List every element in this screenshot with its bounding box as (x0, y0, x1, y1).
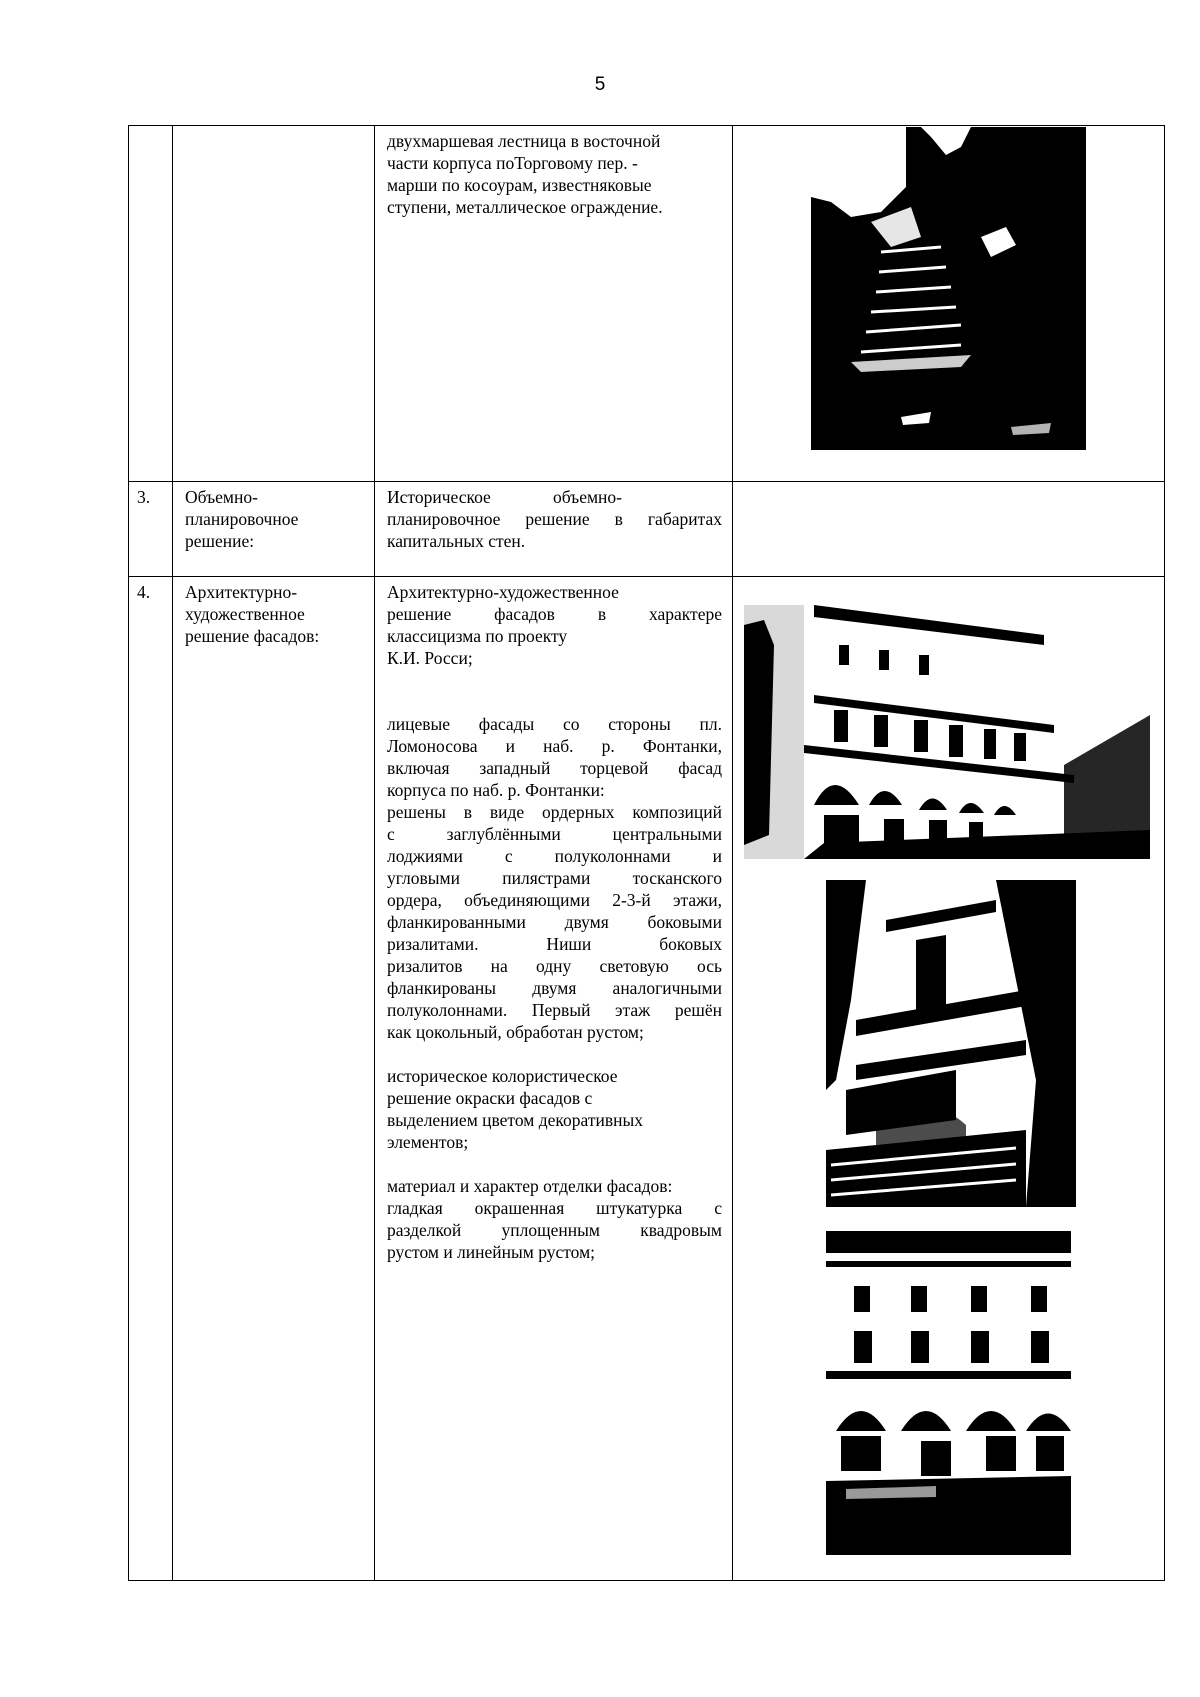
name-line: планировочное (185, 509, 299, 529)
desc-line: ризалитов на одну световую ось (387, 956, 722, 976)
desc-line: как цокольный, обработан рустом; (387, 1022, 644, 1042)
desc-line: Историческое объемно- (387, 487, 622, 507)
desc-line: рустом и линейным рустом; (387, 1242, 596, 1262)
row-description-cell (375, 482, 733, 577)
desc-line: угловыми пилястрами тосканского (387, 868, 722, 888)
facade-photo-1 (744, 605, 1150, 859)
desc-line: разделкой уплощенным квадровым (387, 1220, 722, 1240)
desc-line: ступени, металлическое ограждение. (387, 197, 663, 217)
staircase-photo (811, 127, 1086, 450)
row-number: 4. (137, 582, 151, 602)
desc-line: полуколоннами. Первый этаж решён (387, 1000, 722, 1020)
desc-line: гладкая окрашенная штукатурка с (387, 1198, 722, 1218)
desc-line: корпуса по наб. р. Фонтанки: (387, 780, 605, 800)
row-name-cell (173, 126, 375, 482)
row-name-cell (173, 577, 375, 1581)
desc-line: включая западный торцевой фасад (387, 758, 722, 778)
desc-line: решение окраски фасадов с (387, 1088, 593, 1108)
desc-line: части корпуса поТорговому пер. - (387, 153, 638, 173)
name-line: художественное (185, 604, 305, 624)
desc-line: лицевые фасады со стороны пл. (387, 714, 722, 734)
desc-line: фланкированы двумя аналогичными (387, 978, 722, 998)
desc-line: ризалитами. Ниши боковых (387, 934, 722, 954)
table-row (129, 482, 1165, 577)
name-line: решение: (185, 531, 255, 551)
desc-line: Ломоносова и наб. р. Фонтанки, (387, 736, 722, 756)
page-number: 5 (594, 74, 606, 95)
desc-line: выделением цветом декоративных (387, 1110, 643, 1130)
row-number: 3. (137, 487, 151, 507)
desc-line: историческое колористическое (387, 1066, 618, 1086)
row-description-cell (375, 577, 733, 1581)
desc-line: классицизма по проекту (387, 626, 568, 646)
name-line: решение фасадов: (185, 626, 320, 646)
desc-line: с заглублёнными центральными (387, 824, 722, 844)
facade-photo-3 (826, 1231, 1071, 1555)
row-photo-cell (733, 482, 1165, 577)
desc-line: решение фасадов в характере (387, 604, 722, 624)
desc-line: элементов; (387, 1132, 469, 1152)
name-line: Объемно- (185, 487, 258, 507)
row-number-cell (129, 126, 173, 482)
desc-line: планировочное решение в габаритах (387, 509, 722, 529)
desc-line: марши по косоурам, известняковые (387, 175, 652, 195)
desc-line: Архитектурно-художественное (387, 582, 619, 602)
row-number-cell (129, 482, 173, 577)
row-description-cell (375, 126, 733, 482)
desc-line: фланкированными двумя боковыми (387, 912, 722, 932)
desc-line: ордера, объединяющими 2-3-й этажи, (387, 890, 722, 910)
desc-line: капитальных стен. (387, 531, 526, 551)
desc-line: К.И. Росси; (387, 648, 473, 668)
row-number-cell (129, 577, 173, 1581)
facade-photo-2 (826, 880, 1076, 1207)
desc-line: материал и характер отделки фасадов: (387, 1176, 673, 1196)
desc-line: решены в виде ордерных композиций (387, 802, 722, 822)
desc-line: лоджиями с полуколоннами и (387, 846, 722, 866)
name-line: Архитектурно- (185, 582, 298, 602)
desc-line: двухмаршевая лестница в восточной (387, 131, 661, 151)
row-name-cell (173, 482, 375, 577)
